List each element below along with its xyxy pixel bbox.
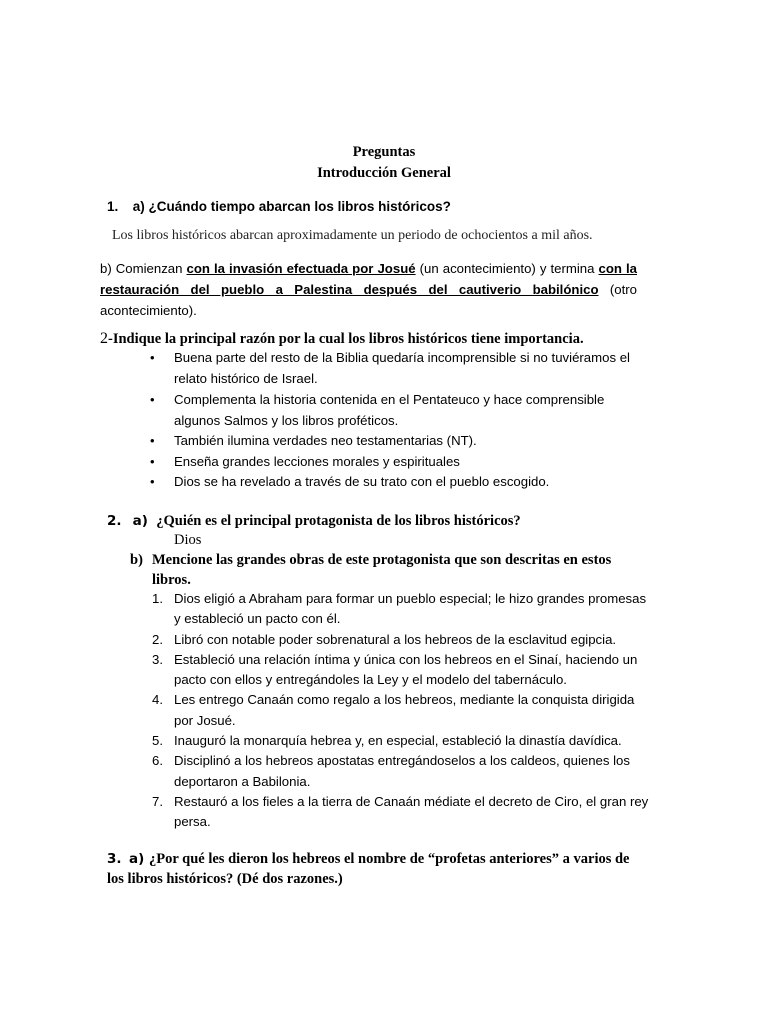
- question-1-number: 1.: [107, 199, 119, 214]
- document-title: [0, 142, 768, 184]
- question-3-number: 3.: [107, 851, 122, 867]
- works-numbered-list: [150, 589, 650, 833]
- question-3-label: a): [129, 851, 145, 867]
- list-item: [150, 431, 650, 452]
- question-2a-label: a): [132, 513, 148, 529]
- list-item: [150, 650, 650, 691]
- list-number: 4.: [152, 692, 163, 708]
- question-1a: [107, 199, 451, 214]
- question-2b-line-1: Mencione las grandes obras de este protagonista que son descritas en estos: [152, 552, 612, 568]
- list-number: 2.: [152, 631, 163, 647]
- list-number: 6.: [152, 753, 163, 769]
- list-item: [150, 690, 650, 731]
- question-2-text: -Indique la principal razón por la cual los libros históricos tiene importancia.: [108, 331, 584, 347]
- answer-1b-middle: (un acontecimiento) y termina: [415, 261, 599, 276]
- work-text: Libró con notable poder sobrenatural a los hebreos de la esclavitud egipcia.: [174, 631, 617, 647]
- answer-1a: Los libros históricos abarcan aproximadamente un periodo de ochocientos a mil años.: [112, 228, 593, 243]
- work-text: Les entrego Canaán como regalo a los hebreos, mediante la conquista dirigida por Josué.: [174, 692, 635, 728]
- list-number: 5.: [152, 733, 163, 749]
- title-line-1: Preguntas: [352, 144, 416, 160]
- list-number: 3.: [152, 651, 163, 667]
- list-item: [150, 630, 650, 650]
- list-number: 1.: [152, 591, 163, 606]
- bullet-text: Enseña grandes lecciones morales y espirituales: [174, 453, 460, 469]
- list-item: [150, 751, 650, 792]
- question-1a-label: a): [132, 199, 145, 214]
- importance-bullet-list: [150, 348, 650, 493]
- bullet-text: También ilumina verdades neo testamentarias (NT).: [174, 433, 477, 448]
- list-item: [150, 472, 650, 493]
- answer-1b-end-event: con la restauración del pueblo a Palestina después del cautiverio babilónico: [100, 261, 637, 297]
- question-2a-number: 2.: [107, 513, 122, 529]
- question-3: [107, 849, 652, 889]
- list-number: 7.: [152, 793, 163, 809]
- work-text: Inauguró la monarquía hebrea y, en especial, estableció la dinastía davídica.: [174, 733, 622, 749]
- question-3-line-1: ¿Por qué les dieron los hebreos el nombre de “profetas anteriores” a varios de: [149, 851, 630, 867]
- answer-1b-suffix: (otro acontecimiento).: [100, 282, 638, 318]
- question-2-importance: [100, 330, 584, 348]
- bullet-text: Dios se ha revelado a través de su trato con el pueblo escogido.: [174, 474, 550, 489]
- question-2a-text: ¿Quién es el principal protagonista de los libros históricos?: [156, 513, 521, 529]
- answer-1b-prefix: b) Comienzan: [100, 261, 187, 276]
- bullet-icon: •: [150, 433, 155, 448]
- work-text: Dios eligió a Abraham para formar un pueblo especial; le hizo grandes promesas y estableció un pacto con él.: [174, 591, 647, 627]
- answer-1b: [100, 258, 637, 321]
- answer-1b-start-event: con la invasión efectuada por Josué: [186, 261, 416, 276]
- question-2b-label: b): [130, 552, 143, 568]
- bullet-icon: •: [150, 350, 155, 365]
- question-3-line-2: los libros históricos? (Dé dos razones.): [107, 871, 343, 887]
- question-2b-line-2: libros.: [152, 572, 191, 588]
- list-item: [150, 792, 650, 833]
- question-2a-protagonist: [107, 513, 521, 530]
- bullet-icon: •: [150, 453, 155, 469]
- bullet-icon: •: [150, 474, 155, 489]
- bullet-icon: •: [150, 392, 155, 407]
- work-text: Disciplinó a los hebreos apostatas entregándoselos a los caldeos, quienes los deportaron a Babilonia.: [174, 753, 630, 789]
- answer-2a: Dios: [174, 532, 202, 548]
- work-text: Estableció una relación íntima y única con los hebreos en el Sinaí, haciendo un pacto con ellos y entregándoles la Ley y el modelo del tabernáculo.: [174, 651, 638, 688]
- bullet-text: Complementa la historia contenida en el Pentateuco y hace comprensible algunos Salmos y los libros proféticos.: [174, 392, 605, 428]
- bullet-text: Buena parte del resto de la Biblia quedaría incomprensible si no tuviéramos el relato histórico de Israel.: [174, 350, 630, 386]
- question-2-number: 2: [100, 330, 108, 347]
- question-2b: [130, 550, 650, 590]
- question-1a-text: ¿Cuándo tiempo abarcan los libros históricos?: [148, 199, 451, 214]
- list-item: [150, 731, 650, 751]
- title-line-2: Introducción General: [317, 165, 451, 181]
- list-item: [150, 452, 650, 473]
- list-item: [150, 589, 650, 630]
- work-text: Restauró a los fieles a la tierra de Canaán médiate el decreto de Ciro, el gran rey persa.: [174, 793, 649, 830]
- list-item: [150, 348, 650, 389]
- list-item: [150, 390, 650, 431]
